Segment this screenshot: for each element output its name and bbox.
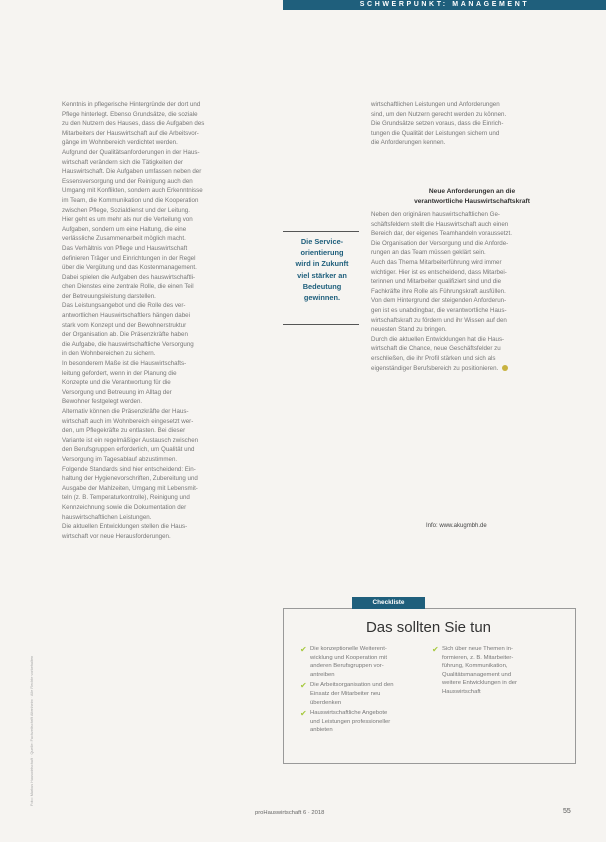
checklist-item-text: Sich über neue Themen in- formieren, z. B. Mitarbeiter- führung, Kommunikation, Qualitätsmanagement und weitere Entwicklungen in der Hauswirtschaft <box>442 646 517 695</box>
end-mark-icon <box>502 365 508 371</box>
checklist-item-text: Die Arbeitsorganisation und den Einsatz der Mitarbeiter neu überdenken <box>310 682 394 706</box>
paragraph: Alternativ können die Präsenzkräfte der Haus- wirtschaft auch im Wohnbereich eingesetzt wer- den, um Pflegekräfte zu entlasten. Bei dieser Variante ist ein regelmäßiger Austausch zwischen den Berufsgruppen erforderlich, um Qualität und Versorgung im Tagesablauf abzustimmen. <box>62 408 199 463</box>
checklist-item <box>300 645 428 679</box>
footer-journal <box>255 810 324 816</box>
checklist-item <box>300 709 428 735</box>
checklist-item <box>432 645 560 697</box>
page-number: 55 <box>563 808 571 815</box>
paragraph: Kenntnis in pflegerische Hintergründe der dort und Pflege hinterlegt. Ebenso Grundsätze, die soziale zu den Nutzern des Hauses, dass die Aufgaben des Mitarbeiters der Hauswirtschaft auf die Arbeitsvor- gänge im Wohnbereich verdichtet werden. <box>62 101 205 147</box>
checkmark-icon: ✔ <box>300 709 307 719</box>
checklist-tab: Checkliste <box>352 597 425 609</box>
sidebar-quote <box>286 236 358 303</box>
issue-number: 6 · 2018 <box>303 810 325 816</box>
checklist-item-text: Hauswirtschaftliche Angebote und Leistungen professioneller anbieten <box>310 710 391 734</box>
journal-name: proHauswirtschaft <box>255 810 302 816</box>
article-right-column-intro <box>371 100 573 148</box>
quote-text: Die Service- orientierung wird in Zukunft viel stärker an Bedeutung gewinnen. <box>295 237 349 303</box>
paragraph: Auch das Thema Mitarbeiterführung wird immer wichtiger. Hier ist es entscheidend, dass Mitarbei- terinnen und Mitarbeiter qualifiziert sind und die Fachkräfte ihre Rolle als Führungskraft ausfüllen. <box>371 258 507 295</box>
checklist-right-column <box>432 645 560 699</box>
paragraph: wirtschaftlichen Leistungen und Anforderungen sind, um den Nutzern gerecht werden zu können. <box>371 101 507 118</box>
checklist-item-text: Die konzeptionelle Weiterent- wicklung und Kooperation mit anderen Berufsgruppen vor- antreiben <box>310 646 387 678</box>
info-link[interactable]: Info: www.akugmbh.de <box>426 523 487 529</box>
section-subheading: Neue Anforderungen an die verantwortliche Hauswirtschaftskraft <box>414 188 530 205</box>
checkmark-icon: ✔ <box>300 645 307 654</box>
paragraph-text: Durch die aktuellen Entwicklungen hat die Haus- wirtschaft die Chance, neue Geschäftsfelder zu erschließen, die ihr Profil stärken und sich als eigenständiger Berufsbereich zu positionieren. <box>371 335 505 372</box>
paragraph <box>371 335 573 373</box>
checklist-left-column <box>300 645 428 737</box>
paragraph: Folgende Standards sind hier entscheidend: Ein- haltung der Hygienevorschriften, Zubereitung und Ausgabe der Mahlzeiten, Umgang mit Lebensmit- teln (z. B. Temperaturkontrolle), Reinigung und Kennzeichnung sowie die Dokumentation der hauswirtschaftlichen Leistungen. <box>62 465 198 521</box>
section-header: SCHWERPUNKT: MANAGEMENT <box>283 0 606 10</box>
margin-credit: Foto: Markus Hauswirtschaft · Quelle: Fachzeitschrift Altenheim · Alle Rechte vorbehalten <box>30 655 34 806</box>
paragraph: Die aktuellen Entwicklungen stellen die Haus- wirtschaft vor neue Herausforderungen. <box>62 523 188 540</box>
checklist-item <box>300 681 428 707</box>
paragraph: Aufgrund der Qualitätsanforderungen in der Haus- wirtschaft verändern sich die Tätigkeiten der Hauswirtschaft. Die Aufgaben umfassen neben der Essensversorgung und der Reinigung auch den Umgang mit Konflikten, sondern auch Erkenntnisse im Team, die Kommunikation und die Kooperation zwischen Pflege, Sozialdienst und der Leitung. Hier geht es um mehr als nur die Verteilung von Aufgaben, sondern um eine Haltung, die eine verlässliche Zusammenarbeit möglich macht. <box>62 148 203 243</box>
paragraph: Die Grundsätze setzen voraus, dass die Einrich- tungen die Qualität der Leistungen sichern und die Anforderungen kennen. <box>371 120 504 147</box>
article-left-column <box>62 100 265 541</box>
paragraph: Von dem Hintergrund der steigenden Anforderun- gen ist es unabdingbar, die verantwortliche Haus- wirtschaftskraft zu fördern und ihr Wissen auf den neuesten Stand zu bringen. <box>371 297 507 334</box>
article-right-column <box>371 210 573 373</box>
paragraph: Das Verhältnis von Pflege und Hauswirtschaft definieren Träger und Einrichtungen in der Regel über die Vergütung und das Kostenmanagement. Dabei spielen die Aufgaben des hauswirtschaftli- chen Dienstes eine zentrale Rolle, die einen Teil der Betreuungsleistung darstellen. <box>62 244 197 300</box>
paragraph: Neben den originären hauswirtschaftlichen Ge- schäftsfeldern stellt die Hauswirtschaft auch einen Bereich dar, der eigenes Teamhandeln voraussetzt. Die Organisation der Versorgung und die Anforde- rungen an das Team müssen geklärt sein. <box>371 211 512 257</box>
quote-rule-top <box>283 231 359 232</box>
checkmark-icon: ✔ <box>300 681 307 691</box>
checkmark-icon: ✔ <box>432 645 439 654</box>
paragraph: In besonderem Maße ist die Hauswirtschafts- leitung gefordert, wenn in der Planung die Konzepte und die Verantwortung für die Versorgung und Betreuung im Alltag der Bewohner festgelegt werden. <box>62 360 187 406</box>
checklist-title: Das sollten Sie tun <box>365 619 492 636</box>
quote-rule-bottom <box>283 324 359 325</box>
paragraph: Das Leistungsangebot und die Rolle des ver- antwortlichen Hauswirtschaftlers hängen dabei stark vom Konzept und der Bewohnerstruktur der Organisation ab. Die Präsenzkräfte haben die Aufgabe, die hauswirtschaftliche Versorgung in den Wohnbereichen zu sichern. <box>62 302 194 358</box>
